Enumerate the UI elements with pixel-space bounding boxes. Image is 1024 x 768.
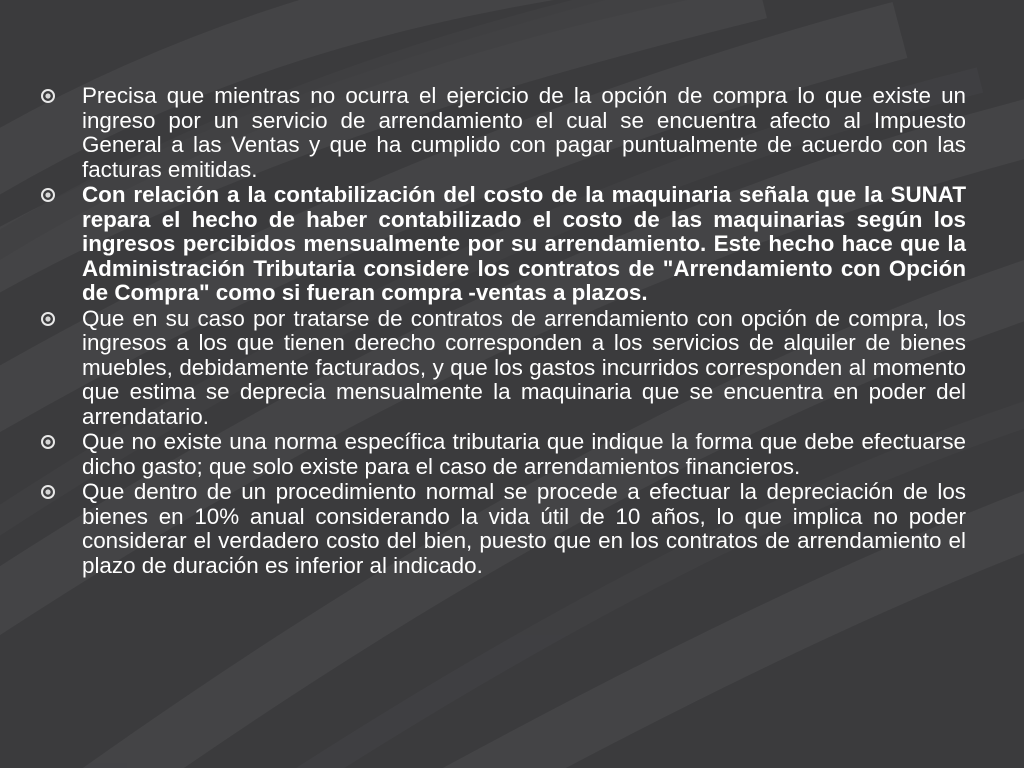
bullet-item (40, 183, 966, 306)
ring-bullet-icon (40, 187, 56, 203)
bullet-text: Precisa que mientras no ocurra el ejercicio de la opción de compra lo que existe un ingreso por un servicio de arrendamiento el cual se encuentra afecto al Impuesto General a las Ventas y que ha cumplido con pagar puntualmente de acuerdo con las facturas emitidas. (82, 83, 966, 182)
bullet-text: Que en su caso por tratarse de contratos de arrendamiento con opción de compra, los ingresos a los que tienen derecho corresponden a los servicios de alquiler de bienes muebles, debidamente facturados, y que los gastos incurridos corresponden al momento que estima se deprecia mensualmente la maquinaria que se encuentra en poder del arrendatario. (82, 305, 966, 429)
slide-body (40, 84, 966, 579)
bullet-text: Que no existe una norma específica tributaria que indique la forma que debe efectuarse dicho gasto; que solo existe para el caso de arrendamientos financieros. (82, 429, 966, 479)
bullet-text: Que dentro de un procedimiento normal se procede a efectuar la depreciación de los bienes en 10% anual considerando la vida útil de 10 años, lo que implica no poder considerar el verdadero costo del bien, puesto que en los contratos de arrendamiento el plazo de duración es inferior al indicado. (82, 479, 966, 578)
ring-bullet-icon (40, 434, 56, 450)
ring-bullet-icon (40, 88, 56, 104)
bullet-item (40, 307, 966, 430)
bullet-item (40, 480, 966, 578)
ring-bullet-icon (40, 484, 56, 500)
bullet-text: Con relación a la contabilización del costo de la maquinaria señala que la SUNAT repara el hecho de haber contabilizado el costo de las maquinarias según los ingresos percibidos mensualmente por su arrendamiento. Este hecho hace que la Administración Tributaria considere los contratos de "Arrendamiento con Opción de Compra" como si fueran compra -ventas a plazos. (82, 182, 966, 305)
bullet-item (40, 430, 966, 479)
bullet-item (40, 84, 966, 182)
ring-bullet-icon (40, 311, 56, 327)
